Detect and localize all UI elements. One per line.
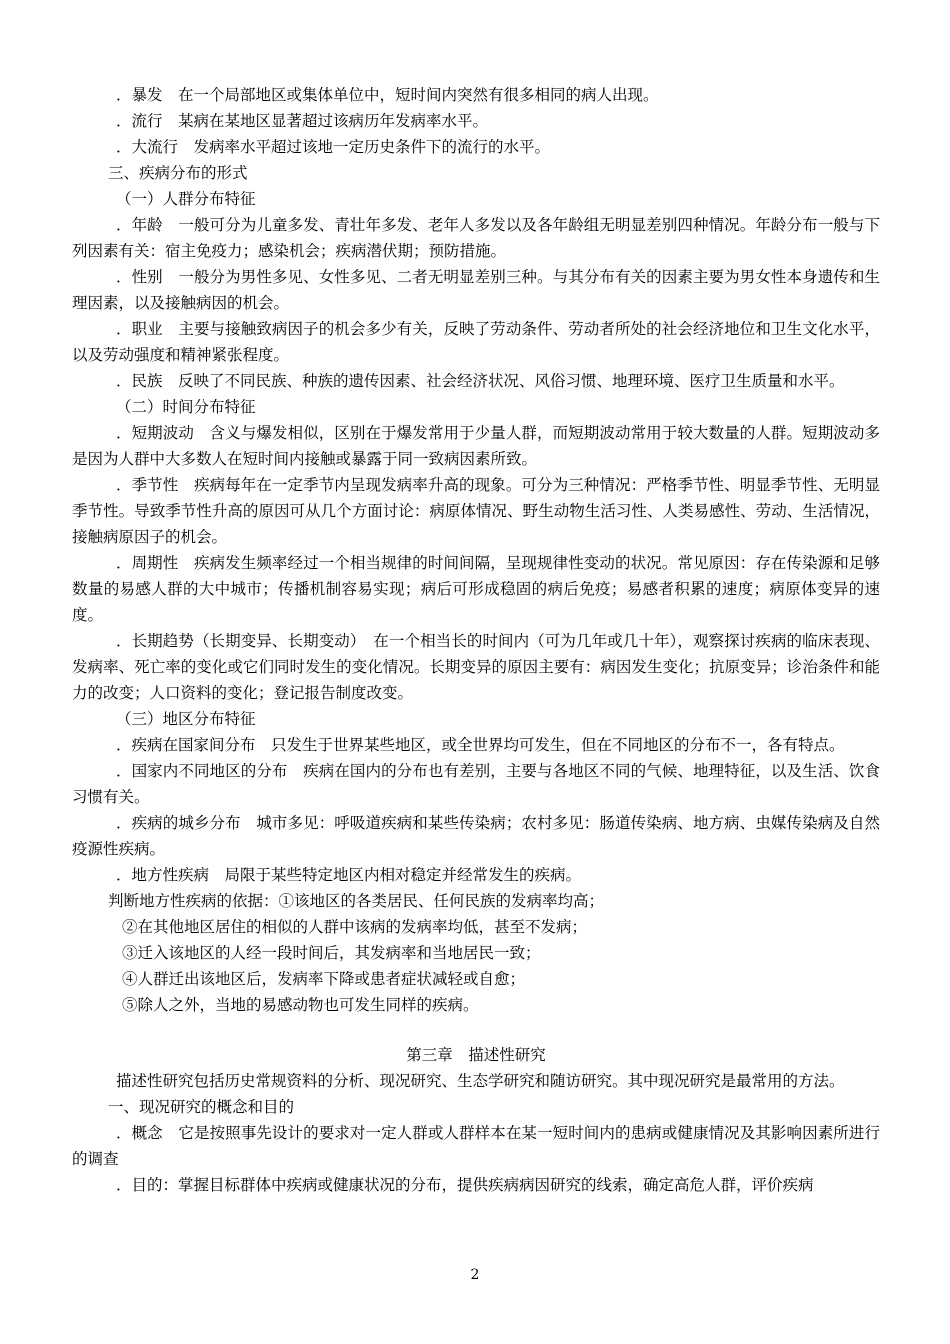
paragraph-urban-rural: ．疾病的城乡分布 城市多见：呼吸道疾病和某些传染病；农村多见：肠道传染病、地方病、虫媒传染病及自然疫源性疾病。	[72, 814, 880, 858]
paragraph-periodicity: ．周期性 疾病发生频率经过一个相当规律的时间间隔，呈现规律性变动的状况。常见原因：存在传染源和足够数量的易感人群的大中城市；传播机制容易实现；病后可形成稳固的病后免疫；易感者积累的速度；病原体变异的速度。	[72, 554, 880, 624]
section-heading-distribution-forms: 三、疾病分布的形式	[108, 164, 248, 182]
section-heading-cross-sectional: 一、现况研究的概念和目的	[108, 1098, 295, 1116]
paragraph-purpose: ．目的：掌握目标群体中疾病或健康状况的分布，提供疾病病因研究的线索，确定高危人群，评价疾病	[116, 1176, 814, 1194]
paragraph-long-term: ．长期趋势（长期变异、长期变动） 在一个相当长的时间内（可为几年或几十年），观察探讨疾病的临床表现、发病率、死亡率的变化或它们同时发生的变化情况。长期变异的原因主要有：病因发生变化；抗原变异；诊治条件和能力的改变；人口资料的变化；登记报告制度改变。	[72, 632, 880, 702]
subheading-region: （三）地区分布特征	[116, 710, 256, 728]
paragraph-international: ．疾病在国家间分布 只发生于世界某些地区，或全世界均可发生，但在不同地区的分布不一，各有特点。	[116, 736, 845, 754]
paragraph-sex: ．性别 一般分为男性多见、女性多见、二者无明显差别三种。与其分布有关的因素主要为男女性本身遗传和生理因素，以及接触病因的机会。	[72, 268, 880, 312]
paragraph-concept: ．概念 它是按照事先设计的要求对一定人群或人群样本在某一短时间内的患病或健康情况及其影响因素所进行的调查	[72, 1124, 880, 1168]
paragraph-age: ．年龄 一般可分为儿童多发、青壮年多发、老年人多发以及各年龄组无明显差别四种情况。年龄分布一般与下列因素有关：宿主免疫力；感染机会；疾病潜伏期；预防措施。	[72, 216, 880, 260]
paragraph-endemic: ．地方性疾病 局限于某些特定地区内相对稳定并经常发生的疾病。	[116, 866, 582, 884]
spacer	[72, 1018, 880, 1042]
paragraph-descriptive-intro: 描述性研究包括历史常规资料的分析、现况研究、生态学研究和随访研究。其中现况研究是最常用的方法。	[116, 1072, 845, 1090]
subheading-time: （二）时间分布特征	[116, 398, 256, 416]
page-number: 2	[470, 1267, 480, 1283]
criteria-line-1: 判断地方性疾病的依据：①该地区的各类居民、任何民族的发病率均高；	[108, 892, 605, 910]
criteria-line-5: ⑤除人之外，当地的易感动物也可发生同样的疾病。	[122, 996, 479, 1014]
document-body	[72, 82, 880, 1198]
chapter-title: 第三章 描述性研究	[406, 1046, 546, 1064]
paragraph-epidemic: ．流行 某病在某地区显著超过该病历年发病率水平。	[116, 112, 489, 130]
paragraph-seasonality: ．季节性 疾病每年在一定季节内呈现发病率升高的现象。可分为三种情况：严格季节性、明显季节性、无明显季节性。导致季节性升高的原因可从几个方面讨论：病原体情况、野生动物生活习性、人类易感性、劳动、生活情况，接触病原因子的机会。	[72, 476, 880, 546]
paragraph-ethnicity: ．民族 反映了不同民族、种族的遗传因素、社会经济状况、风俗习惯、地理环境、医疗卫生质量和水平。	[116, 372, 845, 390]
paragraph-occupation: ．职业 主要与接触致病因子的机会多少有关，反映了劳动条件、劳动者所处的社会经济地位和卫生文化水平，以及劳动强度和精神紧张程度。	[72, 320, 880, 364]
paragraph-pandemic: ．大流行 发病率水平超过该地一定历史条件下的流行的水平。	[116, 138, 551, 156]
criteria-line-3: ③迁入该地区的人经一段时间后，其发病率和当地居民一致；	[122, 944, 541, 962]
paragraph-short-term: ．短期波动 含义与爆发相似，区别在于爆发常用于少量人群，而短期波动常用于较大数量的人群。短期波动多是因为人群中大多数人在短时间内接触或暴露于同一致病因素所致。	[72, 424, 880, 468]
paragraph-domestic: ．国家内不同地区的分布 疾病在国内的分布也有差别，主要与各地区不同的气候、地理特征，以及生活、饮食习惯有关。	[72, 762, 880, 806]
subheading-population: （一）人群分布特征	[116, 190, 256, 208]
criteria-line-2: ②在其他地区居住的相似的人群中该病的发病率均低，甚至不发病；	[122, 918, 588, 936]
paragraph-outbreak: ．暴发 在一个局部地区或集体单位中，短时间内突然有很多相同的病人出现。	[116, 86, 659, 104]
criteria-line-4: ④人群迁出该地区后，发病率下降或患者症状减轻或自愈；	[122, 970, 526, 988]
